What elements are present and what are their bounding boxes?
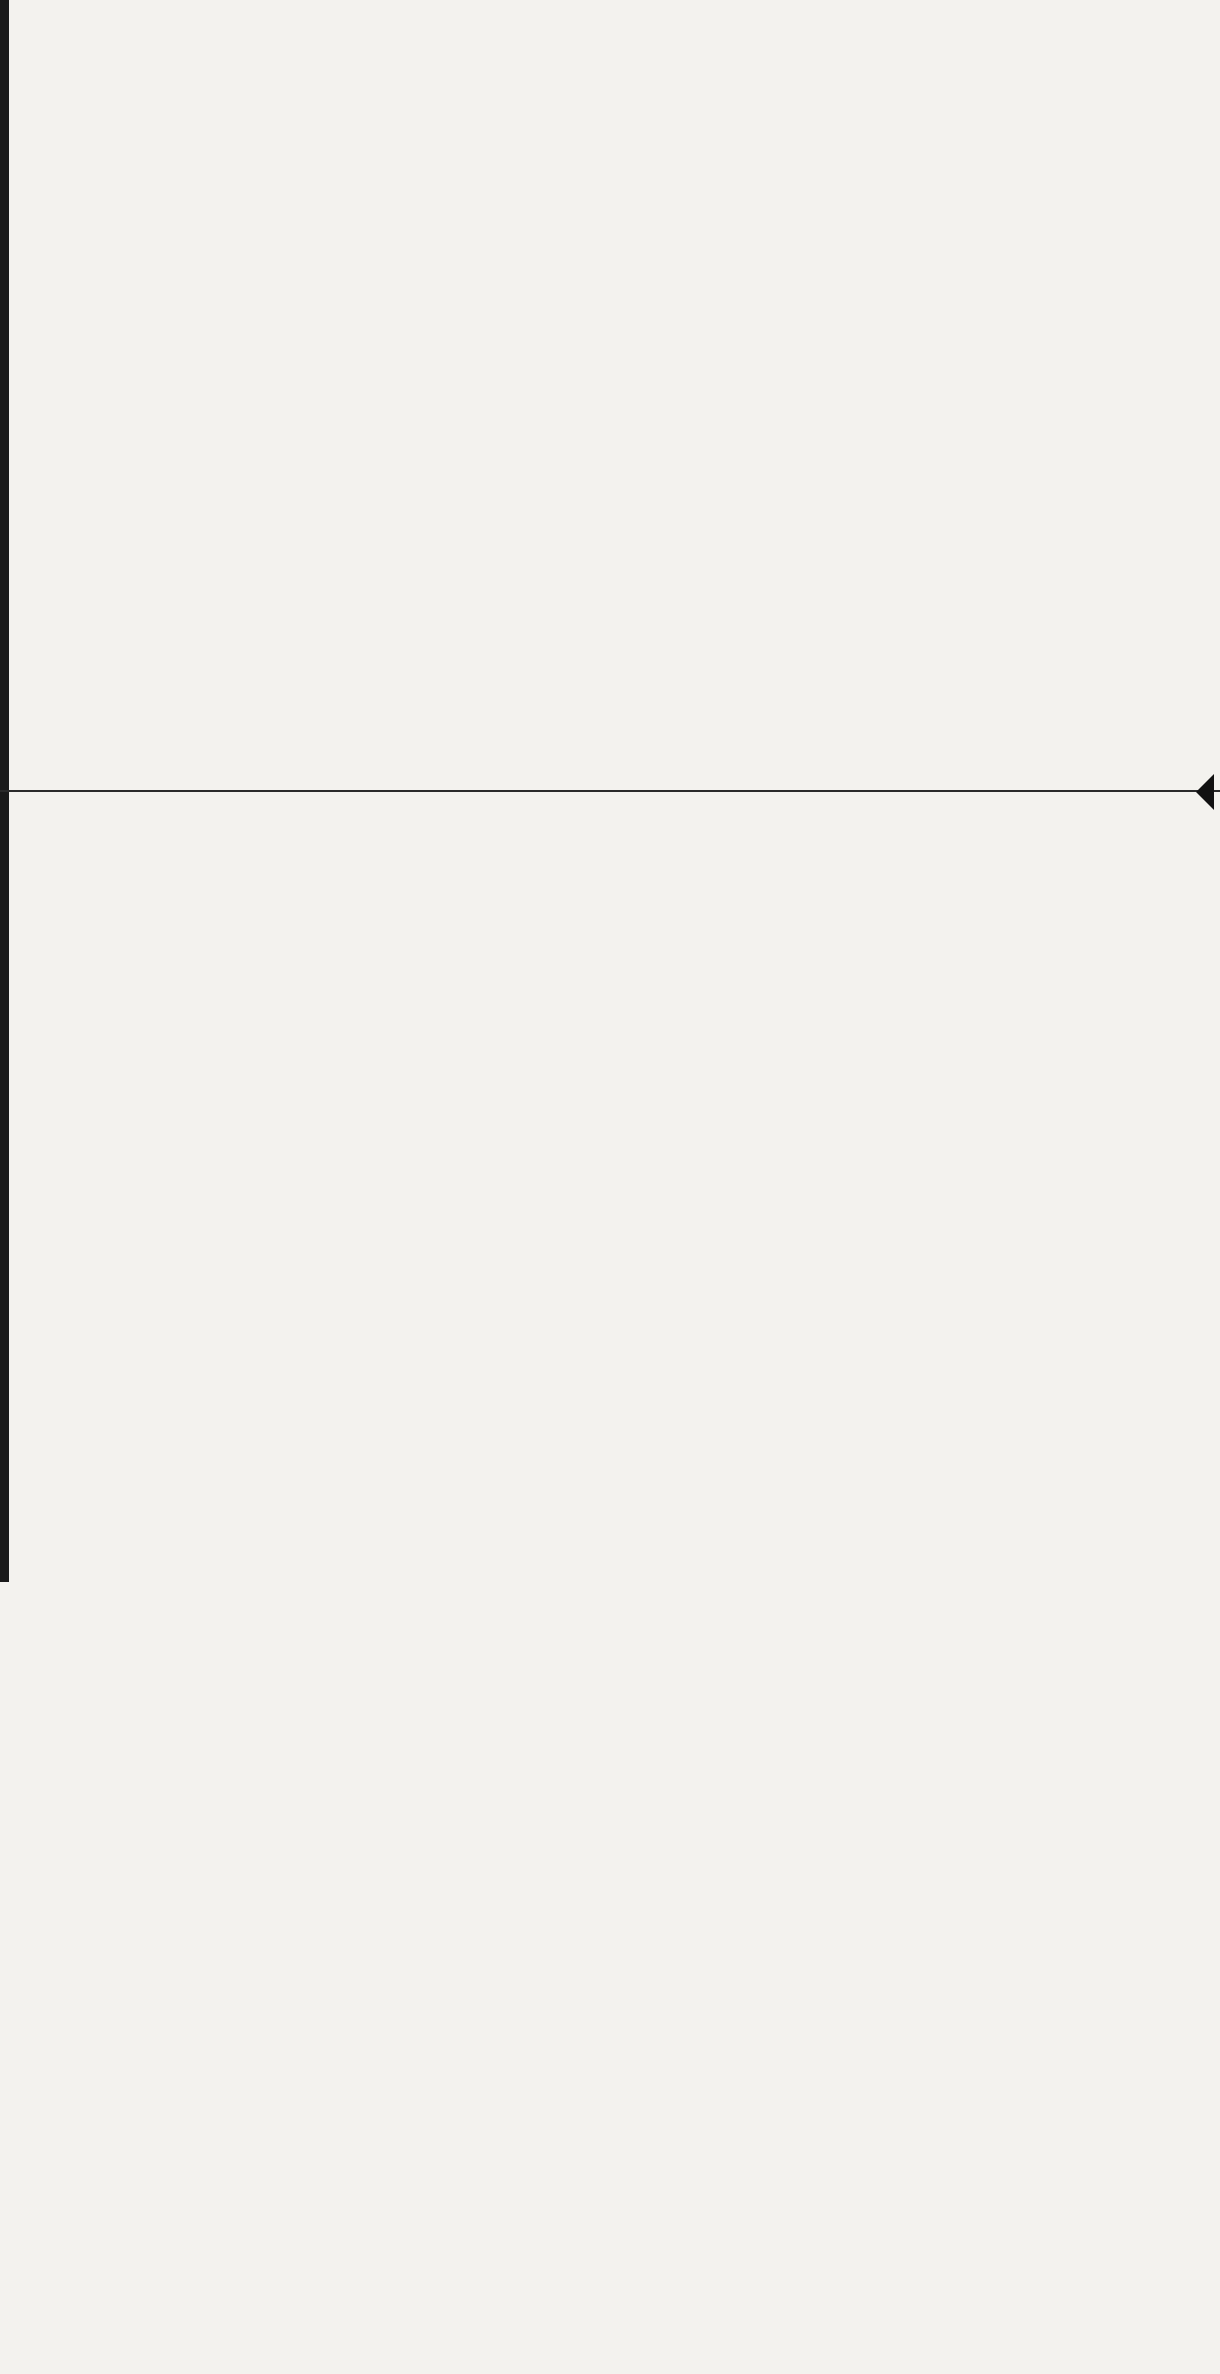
page-divider xyxy=(0,790,1220,792)
page-corner-marker xyxy=(1192,774,1214,810)
